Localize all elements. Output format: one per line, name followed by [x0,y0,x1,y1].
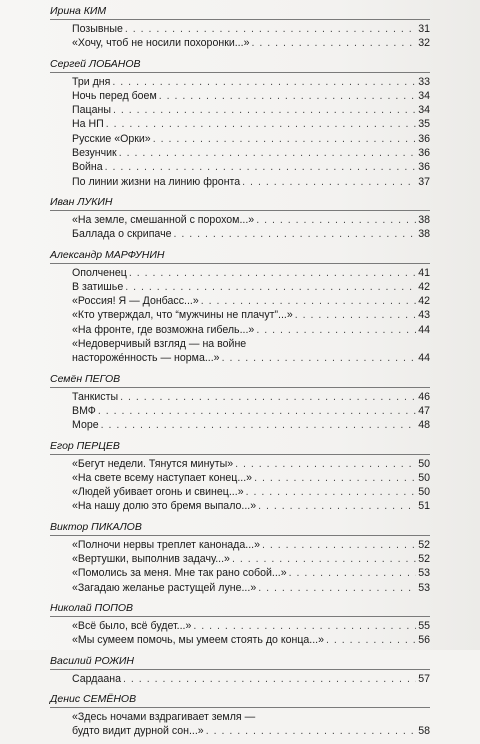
page-number: 51 [418,500,430,513]
author-name: Егор ПЕРЦЕВ [50,439,430,455]
dot-leader [123,672,416,686]
dot-leader [201,294,416,308]
entry-title: Баллада о скрипаче [72,228,172,241]
page-number: 44 [418,352,430,365]
page-number: 36 [418,132,430,145]
entry-title: «Полночи нервы треплет канонада...» [72,538,260,551]
toc-entry [50,323,430,337]
page-number: 42 [418,280,430,293]
entry-title: Русские «Орки» [72,132,151,145]
dot-leader [105,160,417,174]
toc-entry [50,552,430,566]
author-name: Сергей ЛОБАНОВ [50,57,430,73]
author-section [50,520,430,595]
dot-leader [101,418,417,432]
page-number: 44 [418,323,430,336]
author-name: Виктор ПИКАЛОВ [50,520,430,536]
author-section [50,57,430,189]
toc-entry [50,457,430,471]
entry-title-line: «Недоверчивый взгляд — на войне [72,338,247,351]
page-number: 56 [418,634,430,647]
dot-leader [159,89,416,103]
dot-leader [254,471,416,485]
toc-entry [50,22,430,36]
entry-title: Позывные [72,23,123,35]
dot-leader [193,619,416,633]
page-number: 47 [418,404,430,417]
dot-leader [119,146,417,160]
page-number: 37 [418,175,430,188]
dot-leader [153,132,417,146]
dot-leader [289,566,417,580]
author-section [50,654,430,686]
author-name: Ирина КИМ [50,4,430,20]
author-section [50,692,430,739]
page-number: 41 [418,266,430,279]
page-number: 46 [418,390,430,403]
entry-title: Море [72,419,99,432]
author-name: Иван ЛУКИН [50,195,430,211]
dot-leader [125,22,416,36]
page-number: 31 [418,23,430,35]
dot-leader [326,633,416,647]
page-number: 34 [418,89,430,102]
toc-entry [50,485,430,499]
entry-title: «На земле, смешанной с порохом...» [72,213,255,226]
entry-title: Везунчик [72,147,117,160]
toc-entry [50,117,430,131]
page-number: 43 [418,309,430,322]
toc-entry [50,89,430,103]
page-number: 36 [418,161,430,174]
toc-entry [50,404,430,418]
toc-entry [50,175,430,189]
page-number: 58 [418,725,430,738]
entry-title: «Кто утверждал, что “мужчины не плачут”...» [72,309,293,322]
entry-title: «Всё было, всё будет...» [72,619,192,632]
page-number: 36 [418,147,430,160]
dot-leader [258,581,416,595]
author-name: Александр МАРФУНИН [50,248,430,264]
entry-title: Ополченец [72,266,127,279]
page-number: 32 [418,37,430,50]
table-of-contents [50,4,430,744]
author-section [50,195,430,242]
dot-leader [129,266,416,280]
page-number: 34 [418,104,430,117]
page-number: 38 [418,213,430,226]
author-section [50,439,430,514]
toc-entry [50,132,430,146]
dot-leader [106,117,416,131]
entry-title: «Россия! Я — Донбасс...» [72,295,199,308]
page-number: 52 [418,553,430,566]
author-name: Василий РОЖИН [50,654,430,670]
author-section [50,248,430,366]
entry-title: «Помолись за меня. Мне так рано собой...» [72,567,287,580]
page-number: 55 [418,619,430,632]
dot-leader [246,485,417,499]
dot-leader [112,75,416,89]
toc-entry [50,75,430,89]
entry-title: «Мы сумеем помочь, мы умеем стоять до конца...» [72,634,325,647]
toc-entry [50,499,430,513]
dot-leader [174,227,417,241]
author-section [50,4,430,51]
dot-leader [125,280,416,294]
entry-title: Пацаны [72,104,111,117]
dot-leader [120,390,416,404]
toc-entry [50,337,430,366]
entry-title: На НП [72,118,104,131]
dot-leader [262,538,416,552]
dot-leader [206,724,417,738]
entry-title: Сардаана [72,672,122,685]
toc-entry [50,308,430,322]
toc-entry [50,266,430,280]
toc-entry [50,213,430,227]
dot-leader [251,36,416,50]
entry-title: Война [72,161,103,174]
page-number: 52 [418,538,430,551]
author-section [50,372,430,433]
dot-leader [235,457,416,471]
entry-title: В затишье [72,280,124,293]
entry-title: будто видит дурной сон...» [72,725,204,738]
entry-title: «Вертушки, выполнив задачу...» [72,553,230,566]
toc-entry [50,538,430,552]
author-name: Николай ПОПОВ [50,601,430,617]
entry-title: По линии жизни на линию фронта [72,175,241,188]
author-name: Денис СЕМЁНОВ [50,692,430,708]
entry-title: Ночь перед боем [72,89,157,102]
toc-entry [50,710,430,739]
toc-entry [50,36,430,50]
toc-entry [50,160,430,174]
page-number: 33 [418,75,430,88]
dot-leader [232,552,416,566]
dot-leader [113,103,416,117]
toc-entry [50,280,430,294]
page-number: 42 [418,295,430,308]
entry-title: «Бегут недели. Тянутся минуты» [72,457,234,470]
author-name: Семён ПЕГОВ [50,372,430,388]
dot-leader [258,499,416,513]
entry-title: ВМФ [72,404,96,417]
page-number: 38 [418,228,430,241]
dot-leader [256,213,416,227]
entry-title: «На нашу долю это бремя выпало...» [72,500,257,513]
dot-leader [295,308,416,322]
entry-title: Танкисты [72,390,119,403]
toc-entry [50,103,430,117]
toc-entry [50,227,430,241]
entry-title: «Людей убивает огонь и свинец...» [72,486,244,499]
dot-leader [98,404,416,418]
toc-entry [50,566,430,580]
entry-title: настороже́нность — норма...» [72,352,220,365]
toc-entry [50,581,430,595]
page-number: 53 [418,567,430,580]
toc-entry [50,619,430,633]
entry-title: Три дня [72,75,111,88]
entry-title: «Загадаю желанье растущей луне...» [72,581,257,594]
toc-entry [50,418,430,432]
entry-title-line: «Здесь ночами вздрагивает земля — [72,710,256,723]
author-section [50,601,430,648]
page-number: 50 [418,471,430,484]
entry-title: «Хочу, чтоб не носили похоронки...» [72,37,250,50]
toc-entry [50,471,430,485]
entry-title: «На свете всему наступает конец...» [72,471,253,484]
page-number: 48 [418,419,430,432]
entry-title: «На фронте, где возможна гибель...» [72,323,255,336]
toc-entry [50,633,430,647]
page-number: 50 [418,457,430,470]
dot-leader [242,175,416,189]
dot-leader [222,351,417,365]
page-number: 35 [418,118,430,131]
toc-entry [50,672,430,686]
page-number: 53 [418,581,430,594]
toc-entry [50,146,430,160]
toc-entry [50,294,430,308]
dot-leader [256,323,416,337]
toc-entry [50,390,430,404]
page-number: 57 [418,672,430,685]
page-number: 50 [418,486,430,499]
